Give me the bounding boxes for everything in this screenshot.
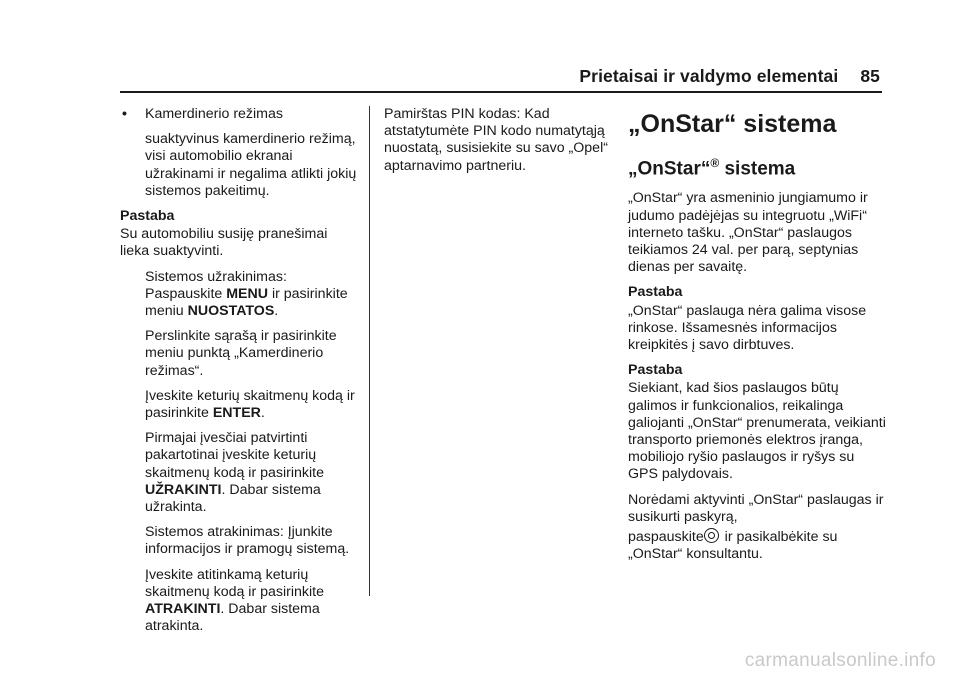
lock-keyword: UŽRAKINTI bbox=[145, 481, 222, 498]
settings-keyword: NUOSTATOS bbox=[187, 303, 275, 320]
column-right bbox=[628, 106, 886, 571]
bullet-mark: • bbox=[122, 106, 127, 122]
text: . bbox=[260, 405, 265, 422]
text: ir pasikalbėkite su „OnStar“ konsultantu. bbox=[628, 528, 838, 563]
enter-keyword: ENTER bbox=[212, 405, 261, 422]
onstar-phone-icon bbox=[704, 528, 719, 543]
text: . Dabar sistema atrakinta. bbox=[145, 601, 320, 635]
header-title: Prietaisai ir valdymo elementai bbox=[579, 66, 839, 86]
header-rule bbox=[120, 91, 882, 93]
subsection-title bbox=[628, 152, 886, 180]
note-label: Pastaba bbox=[628, 284, 683, 301]
note-label: Pastaba bbox=[120, 208, 175, 225]
column-middle bbox=[384, 106, 618, 183]
text: . bbox=[274, 303, 279, 320]
lock-step-2: Perslinkite sąrašą ir pasirinkite meniu punktą „Kamerdinerio režimas“. bbox=[145, 328, 337, 379]
watermark: carmanualsonline.info bbox=[744, 650, 936, 671]
text: Pirmajai įvesčiai patvirtinti pakartotinai įveskite keturių skaitmenų kodą ir pasirinkite bbox=[145, 430, 324, 481]
unlock-step-2 bbox=[120, 567, 360, 636]
note-text: Siekiant, kad šios paslaugos būtų galimos ir funkcionalios, reikalinga galiojanti „OnStar“ prenumerata, veikianti transporto priemonės elektros įranga, mobiliojo ryšio paslaugos ir ryšys su GPS palydovais. bbox=[628, 380, 886, 483]
text: ir pasirinkite meniu bbox=[145, 285, 348, 320]
section-title: „OnStar“ sistema bbox=[628, 110, 837, 138]
column-left bbox=[120, 106, 360, 643]
registered-mark: ® bbox=[710, 156, 720, 170]
text: sistema bbox=[719, 158, 796, 180]
note-text: „OnStar“ paslauga nėra galima visose rinkose. Išsamesnės informacijos kreipkitės į savo dirbtuves. bbox=[628, 302, 867, 353]
menu-keyword: MENU bbox=[226, 285, 269, 302]
text: Įveskite atitinkamą keturių skaitmenų kodą ir pasirinkite bbox=[145, 566, 324, 600]
text: „OnStar“ bbox=[628, 158, 711, 180]
paragraph-with-icon bbox=[628, 528, 886, 563]
lock-step-1 bbox=[120, 269, 360, 321]
text: . Dabar sistema užrakinta. bbox=[145, 481, 321, 516]
lock-step-3 bbox=[120, 388, 360, 422]
note-text: Su automobiliu susiję pranešimai lieka suaktyvinti. bbox=[120, 226, 328, 260]
text: paspauskite bbox=[628, 528, 704, 545]
unlock-keyword: ATRAKINTI bbox=[145, 601, 221, 618]
paragraph: Norėdami aktyvinti „OnStar“ paslaugas ir susikurti paskyrą, bbox=[628, 491, 884, 525]
lock-step-4 bbox=[120, 430, 360, 516]
paragraph: Pamirštas PIN kodas: Kad atstatytumėte PIN kodo numatytąją nuostatą, susisiekite su savo „Opel“ aptarnavimo partneriu. bbox=[384, 106, 608, 174]
page-header bbox=[560, 66, 880, 87]
text: Sistemos užrakinimas: Paspauskite bbox=[145, 268, 287, 302]
text: Įveskite keturių skaitmenų kodą ir pasirinkite bbox=[145, 387, 355, 422]
paragraph: „OnStar“ yra asmeninio jungiamumo ir judumo padėjėjas su integruotu „WiFi“ interneto tašku. „OnStar“ paslaugos teikiamos 24 val. per parą, septynias dienas per savaitę. bbox=[628, 190, 868, 276]
paragraph: suaktyvinus kamerdinerio režimą, visi automobilio ekranai užrakinami ir negalima atlikti jokių sistemos pakeitimų. bbox=[145, 131, 357, 199]
bullet-title: Kamerdinerio režimas bbox=[145, 106, 283, 122]
note-label: Pastaba bbox=[628, 362, 683, 379]
page-number: 85 bbox=[860, 66, 880, 86]
column-divider bbox=[369, 106, 370, 596]
unlock-step-1: Sistemos atrakinimas: Įjunkite informacijos ir pramogų sistemą. bbox=[145, 524, 350, 558]
bullet-item bbox=[120, 106, 360, 123]
